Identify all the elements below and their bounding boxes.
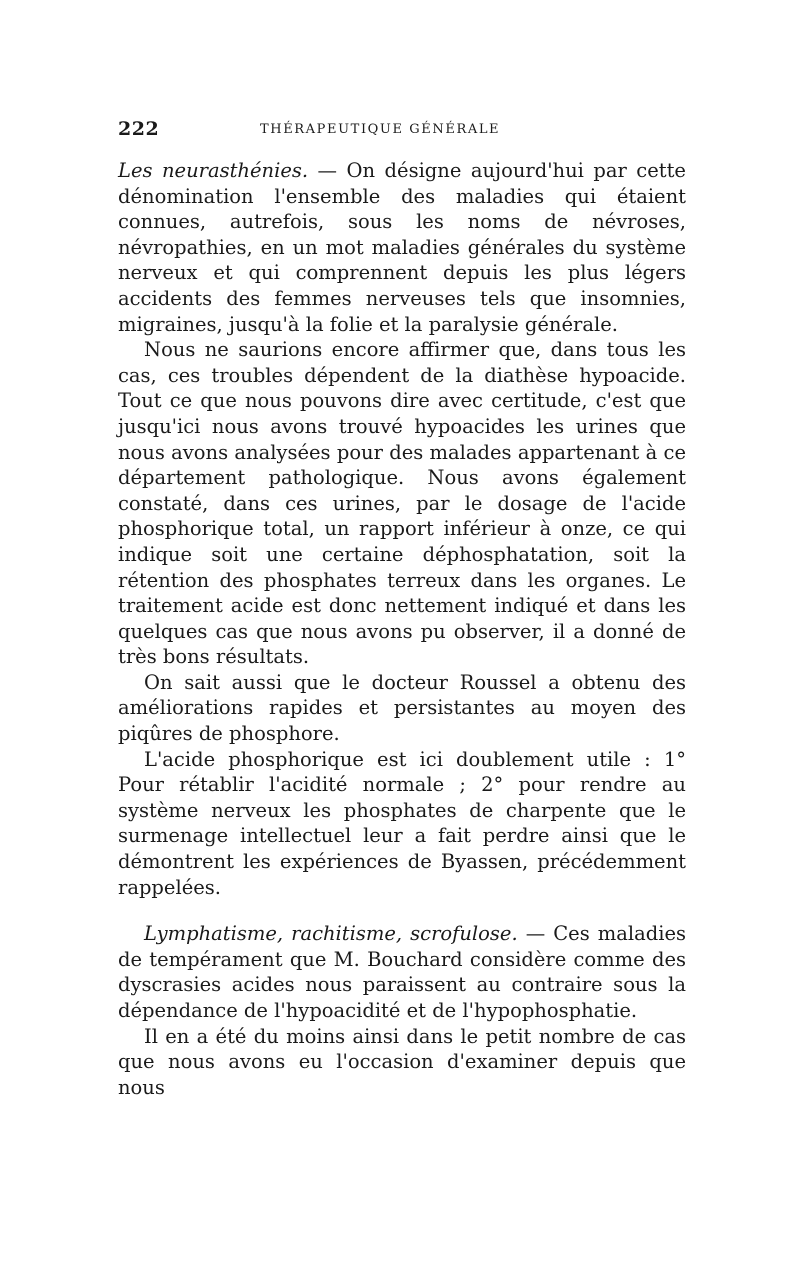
paragraph-text: Il en a été du moins ainsi dans le petit nombre de cas que nous avons eu l'occasion d'examiner depuis que nous xyxy=(118,1024,686,1099)
paragraph-acide-phosphorique xyxy=(118,747,686,901)
paragraph-text: On sait aussi que le docteur Roussel a obtenu des améliorations rapides et persistantes au moyen des piqûres de phosphore. xyxy=(118,670,686,746)
paragraph-lymphatisme xyxy=(118,921,686,1023)
paragraph-text: Nous ne saurions encore affirmer que, dans tous les cas, ces troubles dépendent de la diathèse hypoacide. Tout ce que nous pouvons dire avec certitude, c'est que jusqu'ici nous avons trouvé hypoacides les urines que nous avons analysées pour des malades appartenant à ce département pathologique. Nous avons également constaté, dans ces urines, par le dosage de l'acide phosphorique total, un rapport inférieur à onze, ce qui indique soit une certaine déphosphatation, soit la rétention des phosphates terreux dans les organes. Le traitement acide est donc nettement indiqué et dans les quelques cas que nous avons pu observer, il a donné de très bons résultats. xyxy=(118,338,686,669)
paragraph-text: — On désigne aujourd'hui par cette dénomination l'ensemble des maladies qui étaient connues, autrefois, sous les noms de névroses, névropathies, en un mot maladies générales du système nerveux et qui comprennent depuis les plus légers accidents des femmes nerveuses tels que insomnies, migraines, jusqu'à la folie et la paralysie générale. xyxy=(118,159,686,336)
paragraph-text: L'acide phosphorique est ici doublement utile : 1° Pour rétablir l'acidité normale ; 2° pour rendre au système nerveux les phosphates de charpente que le surmenage intellectuel leur a fait perdre ainsi que le démontrent les expériences de Byassen, précédemment rappelées. xyxy=(118,747,686,899)
paragraph-roussel xyxy=(118,670,686,747)
running-head xyxy=(118,118,686,148)
paragraph-observations xyxy=(118,1024,686,1101)
section-heading-lymphatisme: Lymphatisme, rachitisme, scrofulose. xyxy=(144,922,518,946)
paragraph-hypoacide xyxy=(118,337,686,670)
section-heading-neurasthenies: Les neurasthénies. xyxy=(118,159,309,182)
paragraph-text: — Ces maladies de tempérament que M. Bouchard considère comme des dyscrasies acides nous paraissent au contraire sous la dépendance de l'hypoacidité et de l'hypophosphatie. xyxy=(118,922,687,1022)
book-page xyxy=(118,118,686,1100)
paragraph-neurasthenies xyxy=(118,158,686,337)
section-gap xyxy=(118,900,686,921)
page-number: 222 xyxy=(118,118,160,140)
running-title: THÉRAPEUTIQUE GÉNÉRALE xyxy=(260,122,501,137)
